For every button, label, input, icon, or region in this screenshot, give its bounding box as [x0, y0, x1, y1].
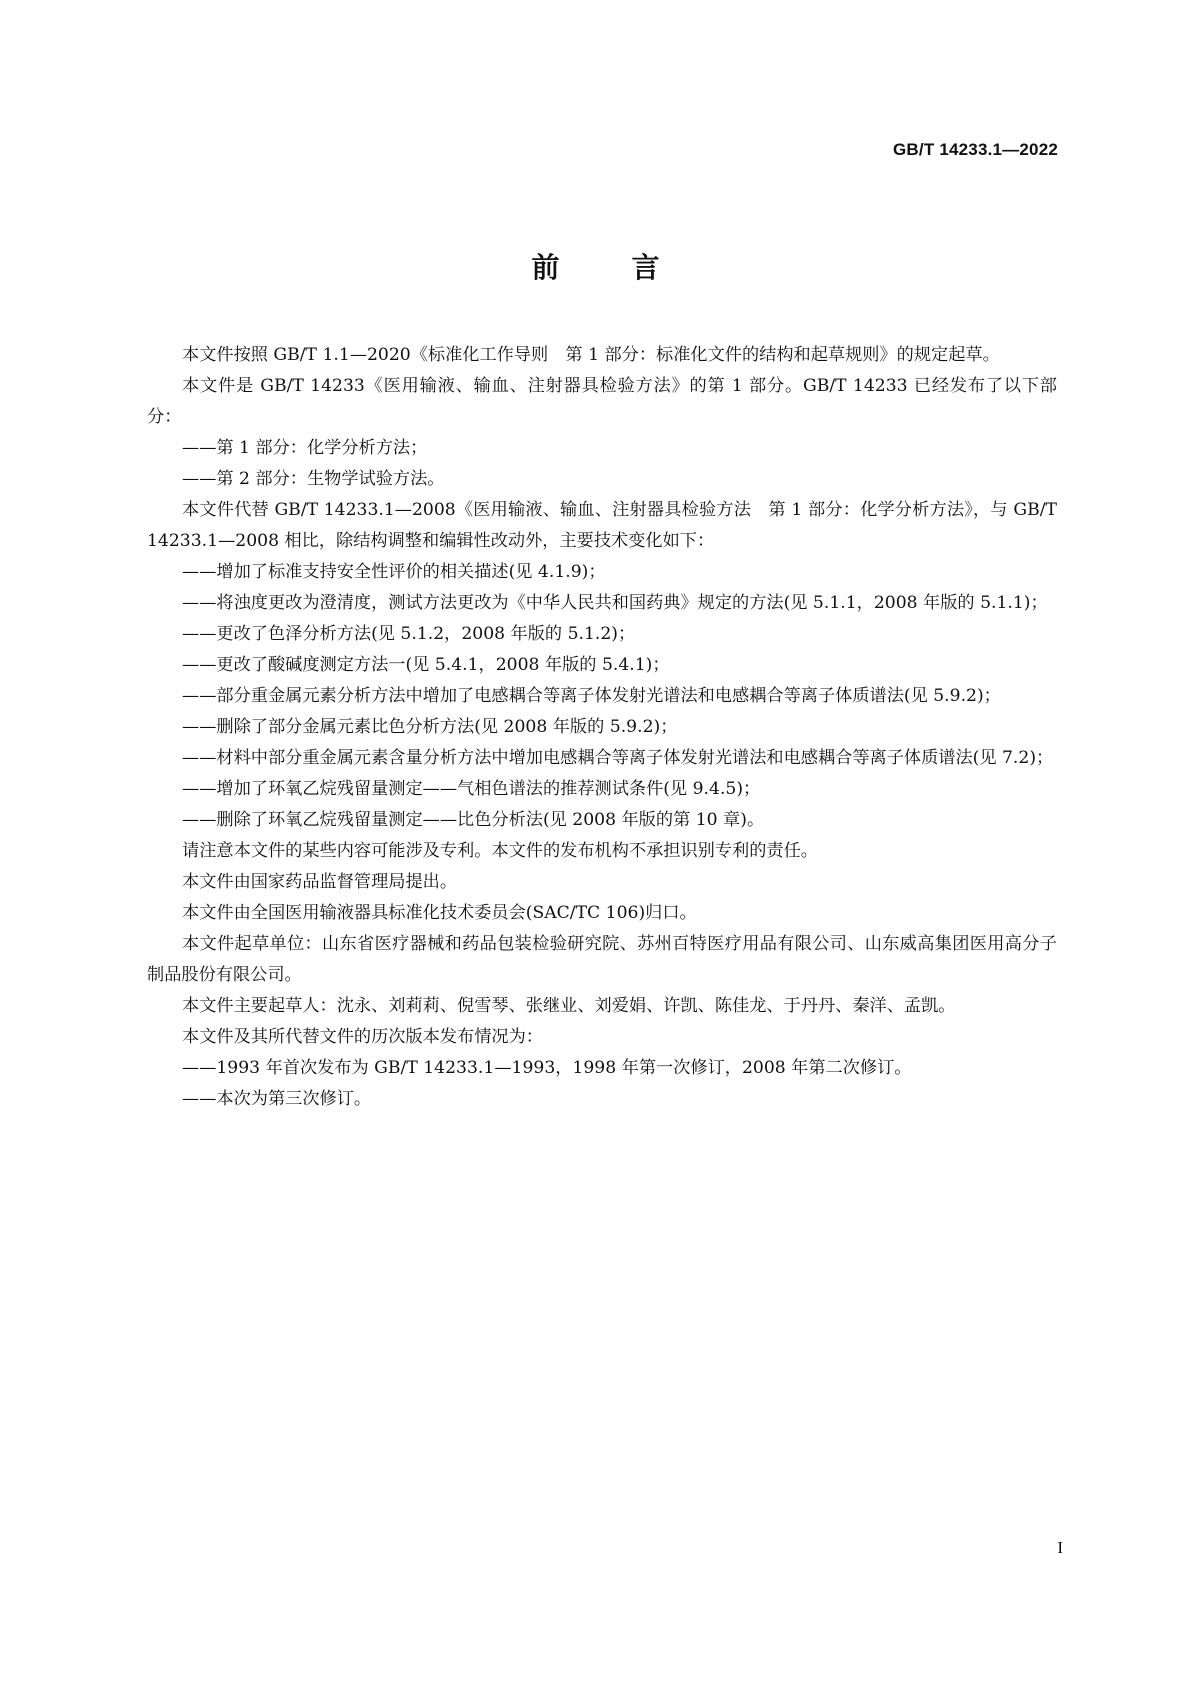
paragraph-series-parts: 本文件是 GB/T 14233《医用输液、输血、注射器具检验方法》的第 1 部分。GB/T 14233 已经发布了以下部分：	[147, 376, 1057, 427]
history-item: ——1993 年首次发布为 GB/T 14233.1—1993，1998 年第一次修订，2008 年第二次修订。	[182, 1058, 912, 1078]
change-item: ——部分重金属元素分析方法中增加了电感耦合等离子体发射光谱法和电感耦合等离子体质谱法(见 5.9.2)；	[182, 686, 1001, 706]
change-item: ——删除了环氧乙烷残留量测定——比色分析法(见 2008 年版的第 10 章)。	[182, 810, 765, 830]
change-item: ——材料中部分重金属元素含量分析方法中增加电感耦合等离子体发射光谱法和电感耦合等离子体质谱法(见 7.2)；	[182, 748, 1054, 768]
list-item-part-2: ——第 2 部分：生物学试验方法。	[182, 469, 445, 489]
paragraph-replaces: 本文件代替 GB/T 14233.1—2008《医用输液、输血、注射器具检验方法 第 1 部分：化学分析方法》，与 GB/T 14233.1—2008 相比，除结构调整和编辑性改动外，主要技术变化如下：	[147, 500, 1057, 551]
page-title	[0, 246, 1191, 286]
change-item: ——更改了酸碱度测定方法一(见 5.4.1，2008 年版的 5.4.1)；	[182, 655, 670, 675]
paragraph-drafting-units: 本文件起草单位：山东省医疗器械和药品包装检验研究院、苏州百特医疗用品有限公司、山东威高集团医用高分子制品股份有限公司。	[147, 934, 1057, 985]
paragraph-version-history: 本文件及其所代替文件的历次版本发布情况为：	[182, 1027, 543, 1047]
history-item: ——本次为第三次修订。	[182, 1089, 372, 1109]
paragraph-drafting-rules: 本文件按照 GB/T 1.1—2020《标准化工作导则 第 1 部分：标准化文件的结构和起草规则》的规定起草。	[182, 345, 1000, 365]
paragraph-patent-notice: 请注意本文件的某些内容可能涉及专利。本文件的发布机构不承担识别专利的责任。	[182, 841, 818, 861]
change-item: ——删除了部分金属元素比色分析方法(见 2008 年版的 5.9.2)；	[182, 717, 678, 737]
title-char-1: 前	[531, 251, 560, 284]
change-item: ——将浊度更改为澄清度，测试方法更改为《中华人民共和国药典》规定的方法(见 5.1.1，2008 年版的 5.1.1)；	[182, 593, 1048, 613]
change-item: ——更改了色泽分析方法(见 5.1.2，2008 年版的 5.1.2)；	[182, 624, 636, 644]
title-char-2: 言	[631, 251, 660, 284]
paragraph-drafters: 本文件主要起草人：沈永、刘莉莉、倪雪琴、张继业、刘爱娟、许凯、陈佳龙、于丹丹、秦洋、孟凯。	[182, 996, 956, 1016]
list-item-part-1: ——第 1 部分：化学分析方法；	[182, 438, 428, 458]
paragraph-under-jurisdiction: 本文件由全国医用输液器具标准化技术委员会(SAC/TC 106)归口。	[182, 903, 697, 923]
page-number: I	[1057, 1538, 1063, 1557]
paragraph-proposed-by: 本文件由国家药品监督管理局提出。	[182, 872, 458, 892]
foreword-body	[147, 340, 1057, 1115]
standard-code: GB/T 14233.1—2022	[893, 140, 1058, 159]
change-item: ——增加了标准支持安全性评价的相关描述(见 4.1.9)；	[182, 562, 606, 582]
change-item: ——增加了环氧乙烷残留量测定——气相色谱法的推荐测试条件(见 9.4.5)；	[182, 779, 761, 799]
